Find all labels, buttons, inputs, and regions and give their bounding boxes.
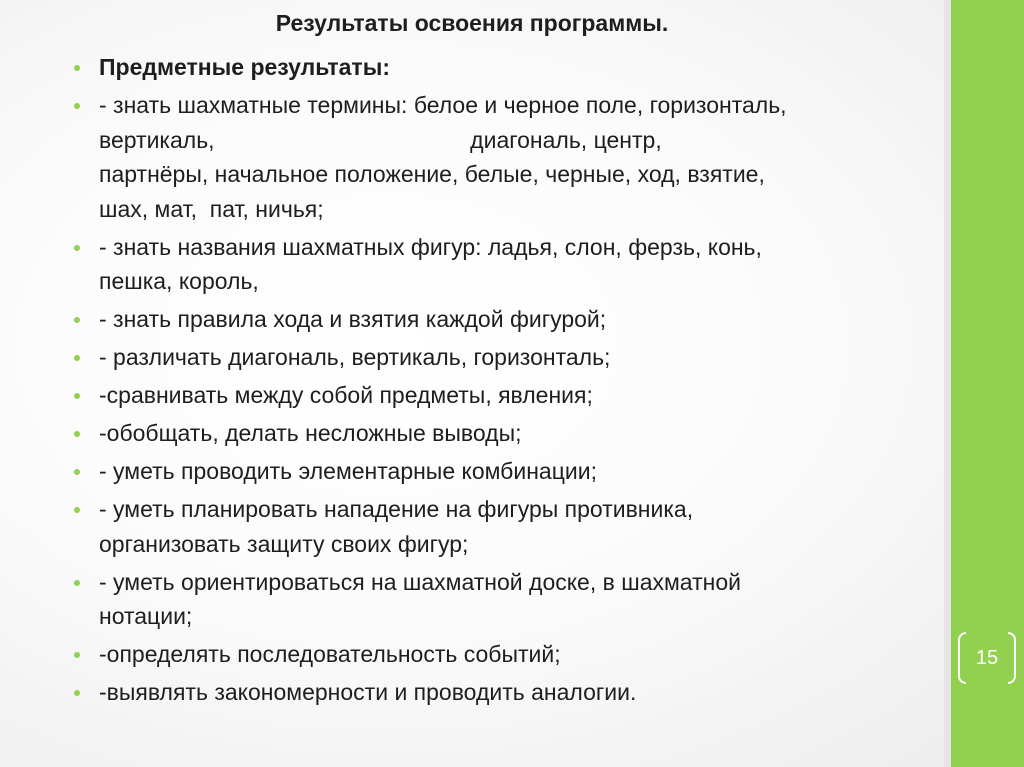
bullet-dot-icon <box>74 652 80 658</box>
list-item <box>70 378 930 413</box>
list-item-text: - уметь ориентироваться на шахматной доске, в шахматной <box>99 568 741 595</box>
bullet-list <box>70 50 930 713</box>
list-item-text: Предметные результаты: <box>99 54 390 80</box>
list-item <box>70 565 930 634</box>
list-item-text: пешка, король, <box>99 268 259 294</box>
list-item-text: -обобщать, делать несложные выводы; <box>99 420 522 446</box>
bullet-dot-icon <box>74 245 80 251</box>
left-bracket-icon <box>958 632 966 684</box>
list-item-text: - знать правила хода и взятия каждой фигурой; <box>99 306 607 332</box>
right-bracket-icon <box>1008 632 1016 684</box>
list-item <box>70 230 930 299</box>
list-item-text: вертикаль, диагональ, центр, <box>99 126 662 153</box>
list-item-text: организовать защиту своих фигур; <box>99 530 469 557</box>
list-item <box>70 88 930 226</box>
list-item <box>70 454 930 489</box>
list-item-text: - знать названия шахматных фигур: ладья, слон, ферзь, конь, <box>99 233 762 260</box>
list-item <box>70 50 930 85</box>
list-item-text: нотации; <box>99 603 193 629</box>
list-item <box>70 340 930 375</box>
bullet-dot-icon <box>74 355 80 361</box>
list-item-text: -выявлять закономерности и проводить аналогии. <box>99 679 637 705</box>
list-item-text: - знать шахматные термины: белое и черное поле, горизонталь, <box>99 92 787 118</box>
list-item-text: - различать диагональ, вертикаль, горизонталь; <box>99 344 611 370</box>
list-item-text: -определять последовательность событий; <box>99 641 561 667</box>
list-item-text: партнёры, начальное положение, белые, черные, ход, взятие, <box>99 161 765 187</box>
slide-title: Результаты освоения программы. <box>275 10 669 36</box>
bullet-dot-icon <box>74 103 80 109</box>
list-item <box>70 416 930 451</box>
list-item-text: -сравнивать между собой предметы, явления; <box>99 382 593 408</box>
list-item <box>70 302 930 337</box>
bullet-dot-icon <box>74 469 80 475</box>
bullet-dot-icon <box>74 507 80 513</box>
list-item-text: - уметь планировать нападение на фигуры противника, <box>99 496 694 522</box>
list-item-text: шах, мат, пат, ничья; <box>99 195 324 222</box>
bullet-dot-icon <box>74 65 80 71</box>
bullet-dot-icon <box>74 580 80 586</box>
list-item <box>70 675 930 710</box>
list-item <box>70 492 930 561</box>
bullet-dot-icon <box>74 393 80 399</box>
list-item <box>70 637 930 672</box>
bullet-dot-icon <box>74 317 80 323</box>
list-item-text: - уметь проводить элементарные комбинации; <box>99 458 597 484</box>
bullet-dot-icon <box>74 690 80 696</box>
page-number-badge <box>958 632 1016 684</box>
sidebar-gray-strip <box>944 0 951 767</box>
bullet-dot-icon <box>74 431 80 437</box>
page-number: 15 <box>975 646 999 669</box>
